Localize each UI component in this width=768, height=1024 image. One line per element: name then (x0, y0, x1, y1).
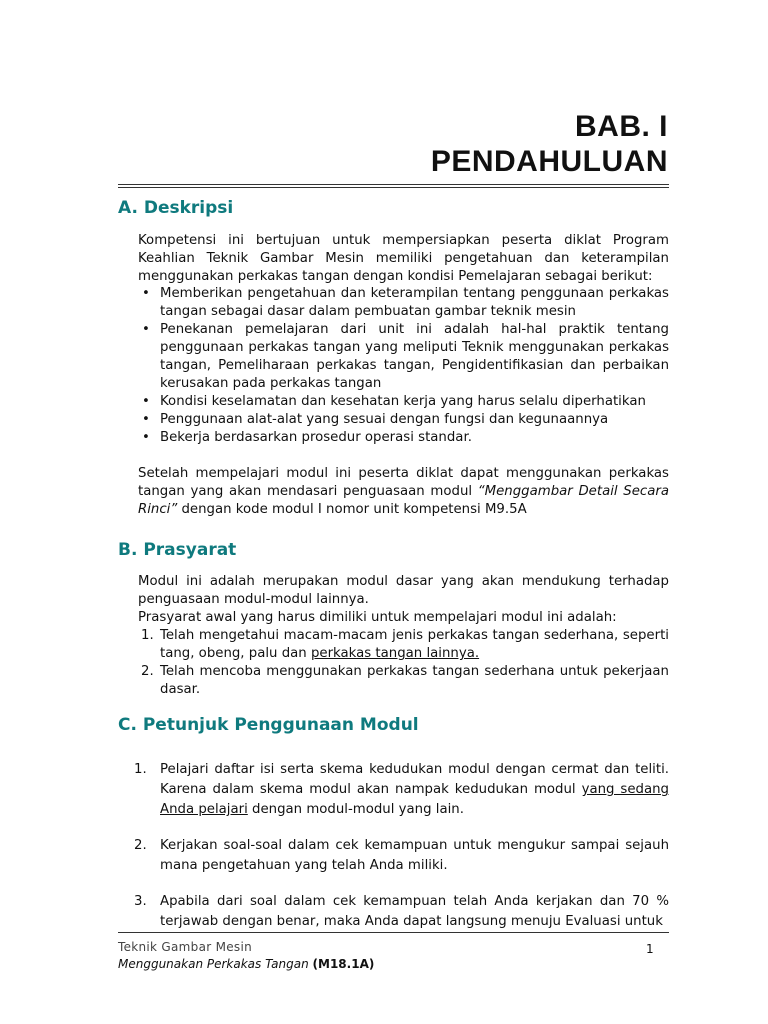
list-number: 2. (141, 664, 154, 679)
closing-text: dengan kode modul I nomor unit kompetensi M9.5A (177, 502, 527, 517)
footer-program-name: Teknik Gambar Mesin (118, 940, 253, 954)
footer-divider (118, 932, 669, 933)
step-underlined-text: yang sedang Anda pelajari (160, 782, 669, 817)
step-number: 2. (134, 838, 147, 853)
step-text: Apabila dari soal dalam cek kemampuan telah Anda kerjakan dan 70 % terjawab dengan benar, maka Anda dapat langsung menuju Evaluasi untuk (160, 894, 669, 929)
deskripsi-closing (138, 465, 669, 519)
step-number: 3. (134, 894, 147, 909)
chapter-title: PENDAHULUAN (430, 145, 668, 178)
list-item: • Bekerja berdasarkan prosedur operasi standar. (138, 429, 669, 447)
list-item (138, 627, 669, 663)
step-text: Pelajari daftar isi serta skema kedudukan modul dengan cermat dan teliti. Karena dalam skema modul akan nampak kedudukan modul (160, 762, 669, 797)
deskripsi-intro: Kompetensi ini bertujuan untuk mempersiapkan peserta diklat Program Keahlian Teknik Gambar Mesin memiliki pengetahuan dan keterampilan menggunakan perkakas tangan dengan kondisi Pemelajaran sebagai berikut: (138, 233, 669, 284)
step-text: Kerjakan soal-soal dalam cek kemampuan untuk mengukur sampai sejauh mana pengetahuan yang telah Anda miliki. (160, 838, 669, 873)
section-heading-deskripsi: A. Deskripsi (118, 198, 234, 218)
list-item: • Penggunaan alat-alat yang sesuai dengan fungsi dan kegunaannya (138, 411, 669, 429)
list-text: Telah mengetahui macam-macam jenis perkakas tangan sederhana, seperti tang, obeng, palu dan (160, 628, 669, 661)
prasyarat-intro: Modul ini adalah merupakan modul dasar yang akan mendukung terhadap penguasaan modul-modul lainnya. (138, 574, 669, 607)
list-underlined-text: perkakas tangan lainnya. (310, 646, 480, 661)
step-text: dengan modul-modul yang lain. (247, 802, 464, 817)
closing-text: Setelah mempelajari modul ini peserta diklat dapat menggunakan perkakas tangan yang akan mendasari penguasaan modul (138, 466, 669, 499)
footer-module-title: Menggunakan Perkakas Tangan (118, 957, 309, 971)
deskripsi-bullet-list (138, 285, 669, 447)
list-item: • Memberikan pengetahuan dan keterampilan tentang penggunaan perkakas tangan sebagai dasar dalam pembuatan gambar teknik mesin (138, 285, 669, 321)
module-reference: “Menggambar Detail Secara Rinci” (138, 484, 669, 517)
step-number: 1. (134, 762, 147, 777)
list-item (132, 760, 669, 820)
chapter-number: BAB. I (575, 110, 668, 143)
list-item (138, 663, 669, 699)
footer-module (118, 957, 374, 971)
title-divider (118, 184, 669, 188)
prasyarat-list (138, 627, 669, 699)
list-number: 1. (141, 628, 154, 643)
petunjuk-steps-list (132, 760, 669, 948)
list-item (132, 836, 669, 876)
prasyarat-lead: Prasyarat awal yang harus dimiliki untuk mempelajari modul ini adalah: (138, 610, 617, 625)
list-text: Telah mencoba menggunakan perkakas tangan sederhana untuk pekerjaan dasar. (160, 664, 669, 697)
list-item: • Kondisi keselamatan dan kesehatan kerja yang harus selalu diperhatikan (138, 393, 669, 411)
list-item: • Penekanan pemelajaran dari unit ini adalah hal-hal praktik tentang penggunaan perkakas tangan yang meliputi Teknik menggunakan perkakas tangan, Pemeliharaan perkakas tangan, Pengidentifikasian dan perbaikan kerusakan pada perkakas tangan (138, 321, 669, 393)
section-heading-petunjuk: C. Petunjuk Penggunaan Modul (118, 715, 419, 735)
section-heading-prasyarat: B. Prasyarat (118, 540, 237, 560)
footer-module-code: (M18.1A) (312, 957, 375, 971)
list-item (132, 892, 669, 932)
page-number: 1 (646, 942, 654, 956)
